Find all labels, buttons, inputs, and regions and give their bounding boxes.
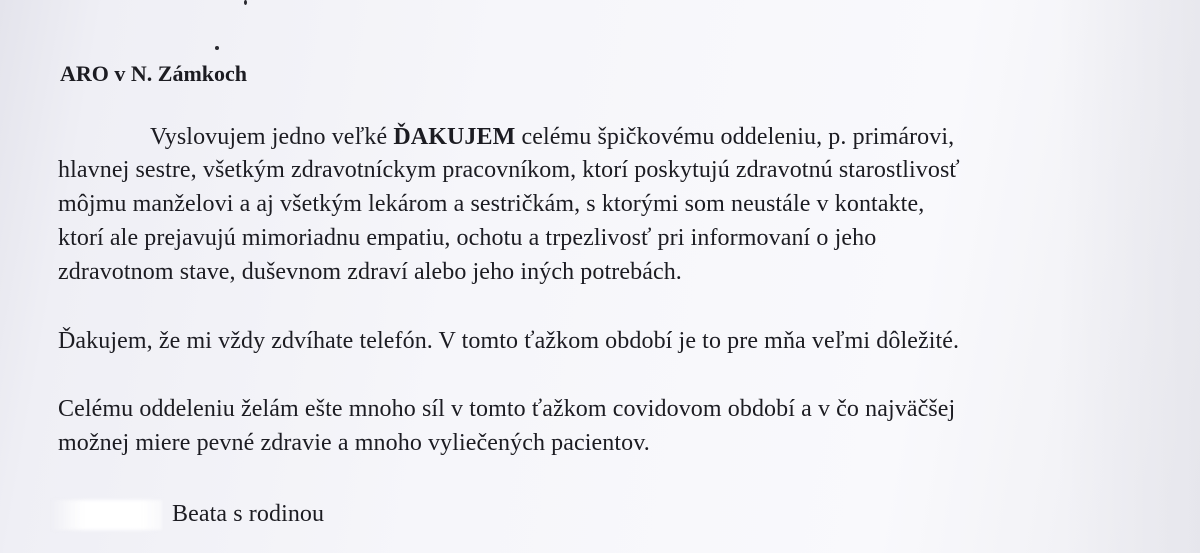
- paragraph-1-line-1-rest: celému špičkovému oddeleniu, p. primárovi,: [515, 124, 955, 150]
- paper-speck: [215, 46, 219, 50]
- paragraph-3-line-1: Celému oddeleniu želám ešte mnoho síl v tomto ťažkom covidovom období a v čo najväčšej: [58, 396, 956, 422]
- paper-speck: [244, 0, 247, 5]
- paragraph-1-line-2: hlavnej sestre, všetkým zdravotníckym pracovníkom, ktorí poskytujú zdravotnú starostlivosť: [58, 157, 960, 183]
- paragraph-2-line-1: Ďakujem, že mi vždy zdvíhate telefón. V tomto ťažkom období je to pre mňa veľmi dôležité.: [58, 328, 960, 354]
- paragraph-1-line-5: zdravotnom stave, duševnom zdraví alebo jeho iných potrebách.: [58, 259, 682, 285]
- redacted-name: [52, 500, 162, 530]
- paragraph-1-line-1: [150, 122, 954, 152]
- signature: Beata s rodinou: [172, 501, 325, 527]
- paper-shadow: [1060, 0, 1200, 553]
- paragraph-1-intro: Vyslovujem jedno veľké: [150, 124, 394, 150]
- paragraph-1-line-4: ktorí ale prejavujú mimoriadnu empatiu, ochotu a trpezlivosť pri informovaní o jeho: [58, 225, 877, 251]
- paragraph-1-line-3: môjmu manželovi a aj všetkým lekárom a sestričkám, s ktorými som neustále v kontakte,: [58, 191, 925, 217]
- letter-heading: ARO v N. Zámkoch: [60, 61, 248, 86]
- thank-you-emphasis: ĎAKUJEM: [393, 124, 516, 150]
- paragraph-3-line-2: možnej miere pevné zdravie a mnoho vyliečených pacientov.: [58, 430, 650, 456]
